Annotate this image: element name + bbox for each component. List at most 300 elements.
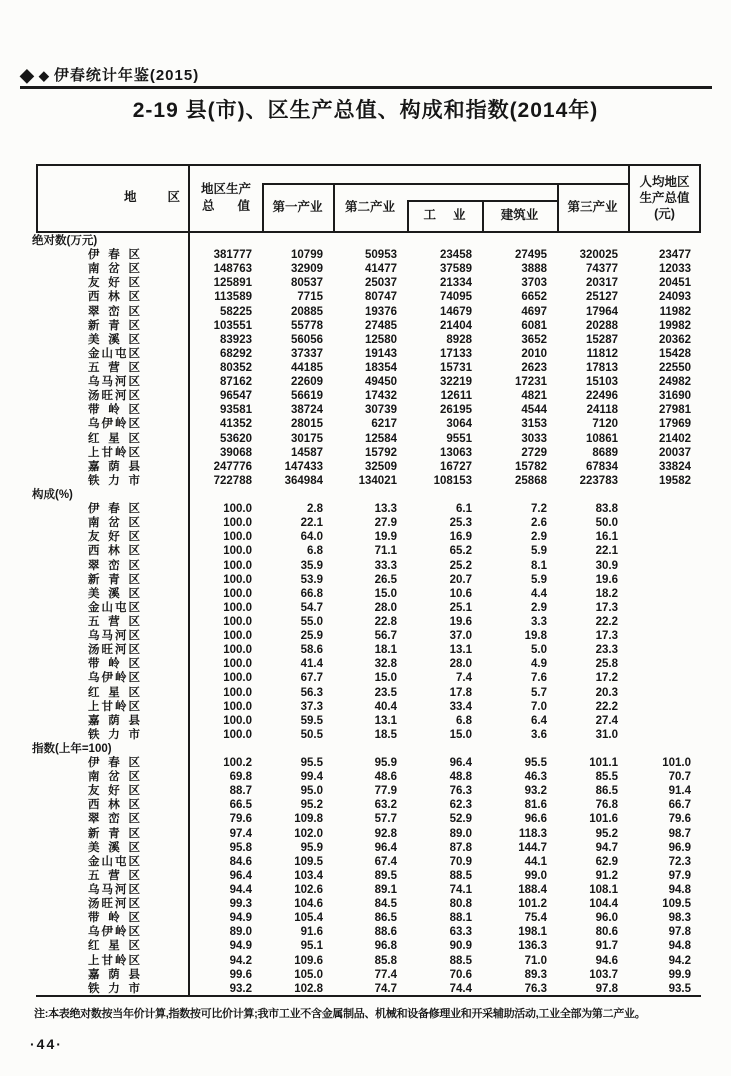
value-cell: 96.4	[229, 869, 252, 882]
value-cell: 10799	[291, 249, 323, 262]
region-cell	[36, 827, 190, 841]
region-name: 汤旺河区	[88, 644, 140, 657]
header-vertical-rule	[333, 183, 335, 233]
table-row	[36, 248, 701, 262]
value-cell: 85.8	[374, 954, 397, 967]
value-cell: 94.4	[229, 884, 252, 897]
value-cell: 109.5	[662, 898, 691, 911]
region-cell	[36, 897, 190, 911]
value-cell: 38724	[291, 404, 323, 417]
value-cell: 92.8	[374, 827, 397, 840]
value-cell: 24093	[659, 291, 691, 304]
region-name: 乌伊岭区	[88, 926, 140, 939]
value-cell: 74377	[586, 263, 618, 276]
region-cell	[36, 587, 190, 601]
value-cell: 96.4	[374, 841, 397, 854]
value-cell	[628, 643, 701, 657]
value-cell: 100.0	[223, 686, 252, 699]
region-cell	[36, 347, 190, 361]
table-row	[36, 559, 701, 573]
table-border-top	[36, 164, 701, 166]
value-cell	[628, 671, 701, 685]
value-cell: 100.0	[223, 728, 252, 741]
table-row	[36, 417, 701, 431]
value-cell: 35.9	[300, 559, 323, 572]
region-cell	[36, 559, 190, 573]
value-cell: 89.1	[374, 884, 397, 897]
value-cell: 20451	[659, 277, 691, 290]
value-cell: 95.1	[300, 940, 323, 953]
table-row	[36, 954, 701, 968]
table-row	[36, 798, 701, 812]
column-header-percap-line1: 人均地区	[639, 174, 690, 189]
value-cell: 6081	[521, 319, 547, 332]
section-label: 指数(上年=100)	[32, 742, 112, 755]
region-cell	[36, 432, 190, 446]
value-cell: 100.0	[223, 517, 252, 530]
gdp-table	[32, 164, 701, 997]
value-cell: 86.5	[374, 912, 397, 925]
region-cell	[36, 756, 190, 770]
region-cell	[36, 502, 190, 516]
region-name: 南岔区	[88, 771, 140, 784]
value-cell: 41477	[365, 263, 397, 276]
value-cell: 33.4	[449, 700, 472, 713]
table-row	[36, 883, 701, 897]
value-cell: 94.2	[668, 954, 691, 967]
page-number: ·44·	[30, 1036, 63, 1052]
region-name: 南岔区	[88, 263, 140, 276]
value-cell: 108153	[433, 474, 472, 487]
region-name: 友好区	[88, 785, 140, 798]
value-cell: 99.4	[300, 771, 323, 784]
value-cell: 25037	[365, 277, 397, 290]
table-row	[36, 601, 701, 615]
value-cell: 89.5	[374, 869, 397, 882]
value-cell: 27981	[659, 404, 691, 417]
value-cell	[628, 573, 701, 587]
value-cell: 144.7	[518, 841, 547, 854]
region-name: 乌马河区	[88, 884, 140, 897]
value-cell: 56056	[291, 333, 323, 346]
value-cell: 22.2	[595, 615, 618, 628]
value-cell: 105.0	[294, 968, 323, 981]
region-name: 西林区	[88, 291, 140, 304]
footnote: 注:本表绝对数按当年价计算,指数按可比价计算;我市工业不含金属制品、机械和设备修理业和开采辅助活动,工业全部为第二产业。	[34, 1008, 646, 1020]
value-cell: 62.9	[595, 855, 618, 868]
region-cell	[36, 657, 190, 671]
value-cell: 2.9	[531, 601, 547, 614]
value-cell: 101.6	[589, 813, 618, 826]
table-row	[36, 968, 701, 982]
region-name: 新青区	[88, 827, 140, 840]
value-cell: 83923	[220, 333, 252, 346]
region-cell	[36, 798, 190, 812]
value-cell: 94.8	[668, 940, 691, 953]
value-cell: 23477	[659, 249, 691, 262]
region-name: 五营区	[88, 869, 140, 882]
table-body	[32, 234, 701, 996]
value-cell: 7715	[297, 291, 323, 304]
value-cell: 95.9	[300, 841, 323, 854]
region-cell	[36, 841, 190, 855]
value-cell: 2.8	[307, 503, 323, 516]
header-inner-rule	[262, 183, 629, 185]
value-cell	[628, 502, 701, 516]
header-vertical-rule	[407, 200, 409, 233]
value-cell: 20317	[586, 277, 618, 290]
table-row	[36, 897, 701, 911]
value-cell: 2.6	[531, 517, 547, 530]
region-cell	[36, 700, 190, 714]
region-name: 上甘岭区	[88, 954, 140, 967]
value-cell: 95.8	[229, 841, 252, 854]
value-cell: 41352	[220, 418, 252, 431]
value-cell: 18.2	[595, 587, 618, 600]
value-cell: 80747	[365, 291, 397, 304]
value-cell: 66.7	[668, 799, 691, 812]
value-cell: 37337	[291, 347, 323, 360]
value-cell: 96.0	[595, 912, 618, 925]
value-cell: 3888	[521, 263, 547, 276]
region-name: 乌马河区	[88, 376, 140, 389]
value-cell: 52.9	[449, 813, 472, 826]
region-name: 西林区	[88, 799, 140, 812]
value-cell: 27485	[365, 319, 397, 332]
table-row	[36, 911, 701, 925]
value-cell: 17.2	[595, 672, 618, 685]
value-cell: 91.2	[595, 869, 618, 882]
value-cell: 89.0	[449, 827, 472, 840]
value-cell: 105.4	[294, 912, 323, 925]
section-label: 绝对数(万元)	[32, 235, 98, 247]
value-cell: 4697	[521, 305, 547, 318]
value-cell: 33.3	[374, 559, 397, 572]
value-cell: 103551	[213, 319, 252, 332]
value-cell: 99.0	[524, 869, 547, 882]
table-row	[36, 446, 701, 460]
value-cell	[628, 615, 701, 629]
region-cell	[36, 728, 190, 742]
region-name: 乌伊岭区	[88, 418, 140, 431]
value-cell	[628, 657, 701, 671]
value-cell: 93.2	[524, 785, 547, 798]
region-name: 金山屯区	[88, 855, 140, 868]
value-cell: 40.4	[374, 700, 397, 713]
value-cell: 109.5	[294, 855, 323, 868]
region-cell	[36, 615, 190, 629]
region-name: 翠峦区	[88, 305, 140, 318]
region-name: 金山屯区	[88, 601, 140, 614]
value-cell: 41.4	[300, 658, 323, 671]
value-cell: 88.7	[229, 785, 252, 798]
value-cell: 102.8	[294, 982, 323, 995]
column-header-tertiary-industry	[557, 183, 628, 231]
value-cell: 58.6	[300, 644, 323, 657]
value-cell: 74.1	[449, 884, 472, 897]
value-cell: 80.6	[595, 926, 618, 939]
value-cell: 20288	[586, 319, 618, 332]
value-cell: 9551	[446, 432, 472, 445]
column-header-secondary-industry	[333, 183, 407, 231]
region-name: 红星区	[88, 686, 140, 699]
table-row	[36, 657, 701, 671]
value-cell: 93581	[220, 404, 252, 417]
value-cell: 30175	[291, 432, 323, 445]
value-cell: 70.6	[449, 968, 472, 981]
value-cell: 94.9	[229, 912, 252, 925]
region-cell	[36, 474, 190, 488]
region-name: 乌伊岭区	[88, 672, 140, 685]
value-cell: 32909	[291, 263, 323, 276]
header-vertical-rule	[557, 183, 559, 233]
value-cell: 48.6	[374, 771, 397, 784]
value-cell: 87162	[220, 376, 252, 389]
value-cell: 37.3	[300, 700, 323, 713]
region-name: 五营区	[88, 615, 140, 628]
value-cell: 19982	[659, 319, 691, 332]
value-cell: 97.8	[668, 926, 691, 939]
value-cell: 25.9	[300, 630, 323, 643]
table-row	[36, 671, 701, 685]
value-cell: 97.8	[595, 982, 618, 995]
value-cell: 21404	[440, 319, 472, 332]
value-cell: 94.6	[595, 954, 618, 967]
region-cell	[36, 516, 190, 530]
value-cell: 17969	[659, 418, 691, 431]
value-cell: 13.1	[374, 714, 397, 727]
value-cell: 83.8	[595, 503, 618, 516]
value-cell: 68292	[220, 347, 252, 360]
table-row	[36, 290, 701, 304]
column-header-gdp-line2: 总 值	[202, 198, 250, 213]
region-name: 上甘岭区	[88, 446, 140, 459]
region-name: 带岭区	[88, 404, 140, 417]
value-cell: 86.5	[595, 785, 618, 798]
column-header-tertiary-label: 第三产业	[567, 199, 618, 214]
value-cell: 76.3	[449, 785, 472, 798]
value-cell: 77.9	[374, 785, 397, 798]
value-cell: 19.8	[524, 630, 547, 643]
value-cell: 22496	[586, 390, 618, 403]
value-cell: 3703	[521, 277, 547, 290]
value-cell: 95.5	[300, 757, 323, 770]
value-cell: 6652	[521, 291, 547, 304]
table-row	[36, 925, 701, 939]
value-cell: 37.0	[449, 630, 472, 643]
value-cell: 66.5	[229, 799, 252, 812]
table-row	[36, 474, 701, 488]
value-cell: 72.3	[668, 855, 691, 868]
value-cell: 91.7	[595, 940, 618, 953]
value-cell: 103.4	[294, 869, 323, 882]
table-title: 2-19 县(市)、区生产总值、构成和指数(2014年)	[132, 99, 599, 122]
value-cell: 30739	[365, 404, 397, 417]
value-cell: 71.0	[524, 954, 547, 967]
value-cell: 7.4	[456, 672, 472, 685]
value-cell: 3033	[521, 432, 547, 445]
value-cell: 12611	[440, 390, 472, 403]
value-cell: 84.5	[374, 898, 397, 911]
value-cell: 147433	[284, 460, 323, 473]
value-cell: 4544	[521, 404, 547, 417]
value-cell: 96547	[220, 390, 252, 403]
region-name: 汤旺河区	[88, 898, 140, 911]
region-cell	[36, 544, 190, 558]
value-cell: 320025	[579, 249, 618, 262]
value-cell: 22.1	[595, 545, 618, 558]
value-cell: 32509	[365, 460, 397, 473]
table-row	[36, 530, 701, 544]
value-cell: 15.0	[449, 728, 472, 741]
value-cell: 15.0	[374, 672, 397, 685]
value-cell: 74095	[440, 291, 472, 304]
region-cell	[36, 671, 190, 685]
value-cell: 79.6	[668, 813, 691, 826]
value-cell: 16727	[440, 460, 472, 473]
region-name: 嘉荫县	[88, 968, 140, 981]
value-cell: 100.0	[223, 644, 252, 657]
value-cell: 25.3	[449, 517, 472, 530]
column-header-industry-label: 工 业	[423, 208, 466, 222]
section-label-row	[32, 234, 701, 248]
section-label-row	[32, 742, 701, 756]
table-row	[36, 841, 701, 855]
value-cell: 198.1	[518, 926, 547, 939]
value-cell: 53620	[220, 432, 252, 445]
value-cell: 381777	[213, 249, 252, 262]
value-cell: 26195	[440, 404, 472, 417]
value-cell: 71.1	[374, 545, 397, 558]
value-cell: 17231	[515, 376, 547, 389]
value-cell: 84.6	[229, 855, 252, 868]
value-cell: 56.7	[374, 630, 397, 643]
value-cell: 7120	[592, 418, 618, 431]
value-cell: 22609	[291, 376, 323, 389]
value-cell: 3652	[521, 333, 547, 346]
value-cell: 188.4	[518, 884, 547, 897]
value-cell: 39068	[220, 446, 252, 459]
value-cell: 24118	[586, 404, 618, 417]
value-cell: 11812	[586, 347, 618, 360]
value-cell: 2010	[521, 347, 547, 360]
value-cell: 96.9	[668, 841, 691, 854]
value-cell: 95.9	[374, 757, 397, 770]
value-cell: 65.2	[449, 545, 472, 558]
value-cell: 5.9	[531, 545, 547, 558]
value-cell: 2623	[521, 361, 547, 374]
value-cell: 247776	[213, 460, 252, 473]
region-name: 伊春区	[88, 757, 140, 770]
value-cell: 125891	[213, 277, 252, 290]
value-cell: 15792	[365, 446, 397, 459]
region-cell	[36, 939, 190, 953]
value-cell: 63.3	[449, 926, 472, 939]
value-cell: 75.4	[524, 912, 547, 925]
value-cell: 67.4	[374, 855, 397, 868]
region-name: 铁力市	[88, 728, 140, 741]
value-cell: 3064	[446, 418, 472, 431]
value-cell	[628, 544, 701, 558]
table-row	[36, 389, 701, 403]
table-row	[36, 502, 701, 516]
region-name: 铁力市	[88, 474, 140, 487]
table-row	[36, 827, 701, 841]
table-row	[36, 262, 701, 276]
value-cell	[628, 629, 701, 643]
value-cell: 100.2	[223, 757, 252, 770]
page-header	[20, 54, 712, 89]
value-cell: 33824	[659, 460, 691, 473]
region-cell	[36, 869, 190, 883]
value-cell: 5.0	[531, 644, 547, 657]
value-cell: 93.5	[668, 982, 691, 995]
table-row	[36, 305, 701, 319]
column-header-primary-label: 第一产业	[272, 199, 323, 214]
value-cell: 32.8	[374, 658, 397, 671]
value-cell: 101.1	[589, 757, 618, 770]
value-cell: 15.0	[374, 587, 397, 600]
region-cell	[36, 784, 190, 798]
value-cell: 10.6	[449, 587, 472, 600]
value-cell: 18.5	[374, 728, 397, 741]
value-cell: 4821	[521, 390, 547, 403]
value-cell: 21334	[440, 277, 472, 290]
region-name: 汤旺河区	[88, 390, 140, 403]
value-cell: 94.2	[229, 954, 252, 967]
region-cell	[36, 855, 190, 869]
value-cell: 101.0	[662, 757, 691, 770]
value-cell: 6.8	[456, 714, 472, 727]
value-cell: 136.3	[518, 940, 547, 953]
value-cell: 28.0	[449, 658, 472, 671]
value-cell: 56.3	[300, 686, 323, 699]
value-cell: 100.0	[223, 531, 252, 544]
table-row	[36, 869, 701, 883]
value-cell: 17.3	[595, 630, 618, 643]
value-cell: 100.0	[223, 700, 252, 713]
table-row	[36, 812, 701, 826]
value-cell: 99.6	[229, 968, 252, 981]
value-cell: 15103	[586, 376, 618, 389]
region-cell	[36, 812, 190, 826]
column-header-region	[36, 164, 190, 231]
region-cell	[36, 530, 190, 544]
table-header-left-border	[36, 164, 38, 233]
table-row	[36, 615, 701, 629]
region-name: 金山屯区	[88, 347, 140, 360]
value-cell: 20885	[291, 305, 323, 318]
diamond-icon: ◆	[20, 65, 34, 85]
region-cell	[36, 403, 190, 417]
value-cell: 88.1	[449, 912, 472, 925]
value-cell: 31690	[659, 390, 691, 403]
region-cell	[36, 276, 190, 290]
region-cell	[36, 290, 190, 304]
value-cell: 109.8	[294, 813, 323, 826]
value-cell: 8.1	[531, 559, 547, 572]
region-cell	[36, 573, 190, 587]
value-cell: 113589	[214, 291, 252, 304]
region-cell	[36, 361, 190, 375]
yearbook-title: 伊春统计年鉴(2015)	[53, 67, 200, 84]
region-name: 美溪区	[88, 587, 140, 600]
value-cell: 25.2	[449, 559, 472, 572]
value-cell: 98.7	[668, 827, 691, 840]
value-cell: 24982	[659, 376, 691, 389]
region-name: 友好区	[88, 531, 140, 544]
value-cell: 19143	[365, 347, 397, 360]
